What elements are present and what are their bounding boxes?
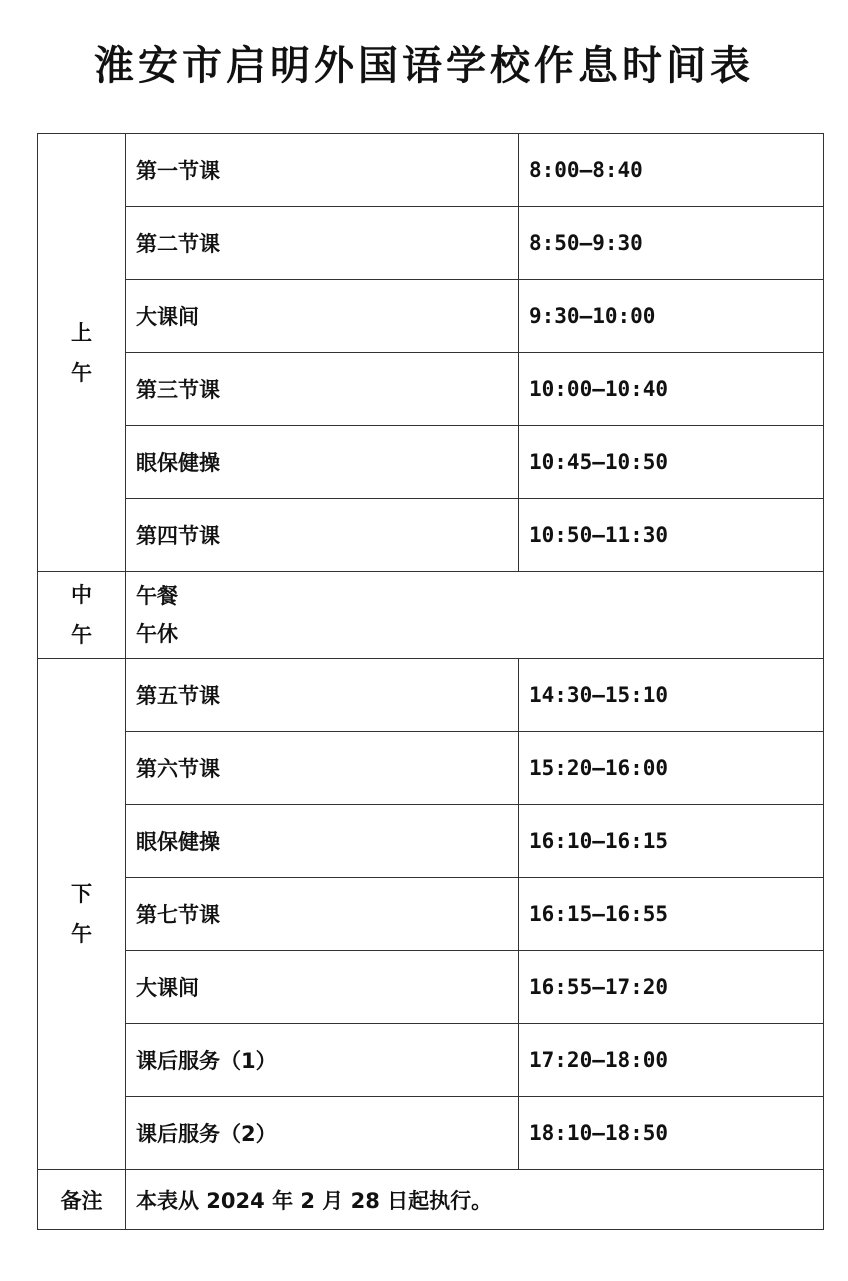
period-name: 第五节课: [126, 659, 519, 732]
period-time: 17:20—18:00: [519, 1024, 824, 1097]
period-time: 10:00—10:40: [519, 353, 824, 426]
period-time: 9:30—10:00: [519, 280, 824, 353]
period-time: 16:10—16:15: [519, 805, 824, 878]
period-name: 课后服务（1）: [126, 1024, 519, 1097]
table-row: [38, 1024, 824, 1097]
table-row: [38, 732, 824, 805]
period-time: 8:00—8:40: [519, 134, 824, 207]
noon-rest: 午休: [136, 622, 178, 646]
table-row-noon: [38, 572, 824, 659]
period-time: 16:15—16:55: [519, 878, 824, 951]
noon-activities: [126, 572, 824, 659]
table-row: [38, 805, 824, 878]
period-name: 第七节课: [126, 878, 519, 951]
table-row: [38, 134, 824, 207]
period-time: 10:45—10:50: [519, 426, 824, 499]
table-row: [38, 1097, 824, 1170]
period-name: 第四节课: [126, 499, 519, 572]
table-row: [38, 878, 824, 951]
period-name: 大课间: [126, 951, 519, 1024]
section-label-noon: 中 午: [38, 572, 126, 659]
section-label-morning: 上 午: [38, 134, 126, 572]
period-time: 15:20—16:00: [519, 732, 824, 805]
period-time: 10:50—11:30: [519, 499, 824, 572]
period-name: 眼保健操: [126, 426, 519, 499]
period-name: 第三节课: [126, 353, 519, 426]
table-row: [38, 426, 824, 499]
schedule-table: [37, 133, 824, 1230]
table-row: [38, 499, 824, 572]
period-name: 课后服务（2）: [126, 1097, 519, 1170]
table-row: [38, 659, 824, 732]
note-text: 本表从 2024 年 2 月 28 日起执行。: [126, 1170, 824, 1230]
period-time: 8:50—9:30: [519, 207, 824, 280]
period-name: 第六节课: [126, 732, 519, 805]
table-row: [38, 207, 824, 280]
table-row: [38, 353, 824, 426]
period-name: 大课间: [126, 280, 519, 353]
section-label-afternoon: 下 午: [38, 659, 126, 1170]
note-label: 备注: [38, 1170, 126, 1230]
table-row: [38, 280, 824, 353]
noon-lunch: 午餐: [136, 584, 178, 608]
period-name: 眼保健操: [126, 805, 519, 878]
table-row-note: [38, 1170, 824, 1230]
period-time: 18:10—18:50: [519, 1097, 824, 1170]
period-name: 第二节课: [126, 207, 519, 280]
table-row: [38, 951, 824, 1024]
page-title: 淮安市启明外国语学校作息时间表: [94, 42, 754, 89]
period-time: 16:55—17:20: [519, 951, 824, 1024]
period-time: 14:30—15:10: [519, 659, 824, 732]
period-name: 第一节课: [126, 134, 519, 207]
